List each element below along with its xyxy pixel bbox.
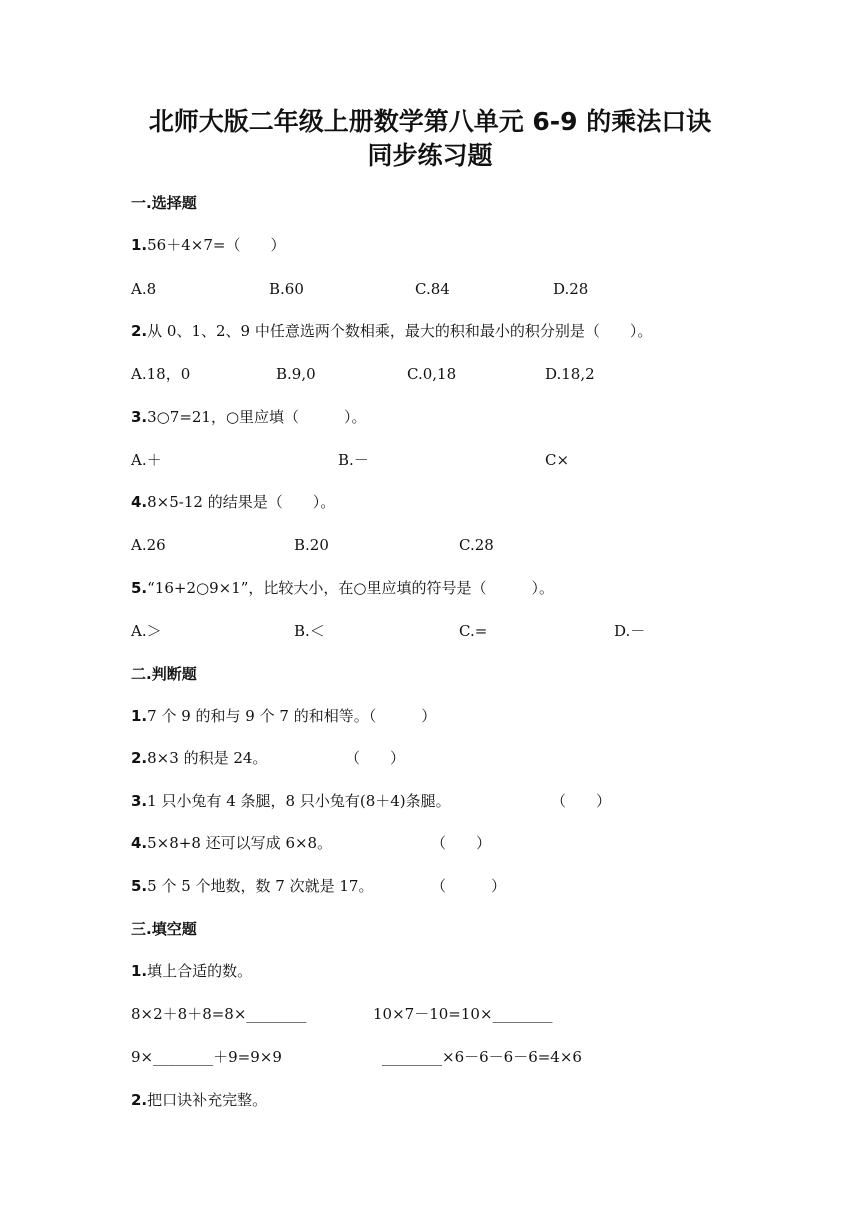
choice-q5-option-c[interactable]: C.= — [459, 622, 488, 640]
question-number: 1. — [131, 962, 148, 980]
question-stem: 56＋4×7=（ ） — [147, 236, 286, 254]
choice-q3-option-b[interactable]: B.－ — [338, 451, 369, 469]
choice-q1-option-d[interactable]: D.28 — [553, 280, 589, 298]
choice-question-3 — [131, 405, 367, 429]
judge-question-1 — [131, 704, 436, 728]
fill-q1-equation-4[interactable]: ________×6－6－6－6=4×6 — [382, 1048, 582, 1066]
choice-q3-option-c[interactable]: C× — [545, 451, 570, 469]
question-number: 4. — [131, 493, 148, 511]
judge-q2-answer-blank[interactable]: （ ） — [345, 749, 406, 767]
question-number: 2. — [131, 322, 148, 340]
question-stem: 把口诀补充完整。 — [147, 1091, 268, 1109]
question-number: 1. — [131, 707, 148, 725]
judge-question-2 — [131, 746, 267, 770]
choice-question-5 — [131, 576, 554, 600]
choice-question-4 — [131, 490, 335, 514]
question-number: 3. — [131, 792, 148, 810]
choice-q5-option-b[interactable]: B.＜ — [294, 622, 325, 640]
choice-q1-option-b[interactable]: B.60 — [269, 280, 304, 298]
judge-question-4 — [131, 831, 332, 855]
choice-q2-option-d[interactable]: D.18,2 — [545, 365, 595, 383]
section-heading-fill: 三.填空题 — [131, 920, 197, 938]
question-number: 1. — [131, 236, 148, 254]
question-stem: 填上合适的数。 — [147, 962, 253, 980]
question-stem: “16+2○9×1”，比较大小，在○里应填的符号是（ ）。 — [147, 579, 555, 597]
choice-q4-option-c[interactable]: C.28 — [459, 536, 494, 554]
choice-q4-option-b[interactable]: B.20 — [294, 536, 329, 554]
fill-question-1 — [131, 959, 252, 983]
choice-question-2 — [131, 319, 652, 343]
choice-question-1 — [131, 233, 285, 257]
question-stem: 7 个 9 的和与 9 个 7 的和相等。（ ） — [147, 707, 437, 725]
question-number: 5. — [131, 579, 148, 597]
choice-q1-option-c[interactable]: C.84 — [415, 280, 450, 298]
question-stem: 3○7=21，○里应填（ ）。 — [147, 408, 367, 426]
choice-q3-option-a[interactable]: A.＋ — [131, 451, 162, 469]
question-number: 5. — [131, 877, 148, 895]
choice-q2-option-c[interactable]: C.0,18 — [407, 365, 457, 383]
section-heading-judge: 二.判断题 — [131, 665, 197, 683]
choice-q2-option-b[interactable]: B.9,0 — [276, 365, 316, 383]
question-stem: 从 0、1、2、9 中任意选两个数相乘，最大的积和最小的积分别是（ ）。 — [147, 322, 653, 340]
question-number: 2. — [131, 1091, 148, 1109]
fill-q1-equation-2[interactable]: 10×7－10=10×________ — [373, 1005, 553, 1023]
question-stem: 1 只小兔有 4 条腿，8 只小兔有(8＋4)条腿。 — [147, 792, 451, 810]
choice-q4-option-a[interactable]: A.26 — [131, 536, 166, 554]
choice-q1-option-a[interactable]: A.8 — [131, 280, 157, 298]
page-title-line-1: 北师大版二年级上册数学第八单元 6-9 的乘法口诀 — [148, 107, 712, 136]
section-heading-choice: 一.选择题 — [131, 194, 197, 212]
judge-question-3 — [131, 789, 451, 813]
choice-q5-option-a[interactable]: A.＞ — [131, 622, 162, 640]
fill-q1-equation-1[interactable]: 8×2＋8＋8=8×________ — [131, 1005, 307, 1023]
judge-question-5 — [131, 874, 373, 898]
question-number: 3. — [131, 408, 148, 426]
question-stem: 5×8+8 还可以写成 6×8。 — [147, 834, 333, 852]
question-stem: 5 个 5 个地数，数 7 次就是 17。 — [147, 877, 374, 895]
judge-q5-answer-blank[interactable]: （ ） — [431, 877, 507, 895]
choice-q2-option-a[interactable]: A.18，0 — [131, 365, 191, 383]
fill-question-2 — [131, 1088, 267, 1112]
choice-q5-option-d[interactable]: D.－ — [614, 622, 646, 640]
question-stem: 8×3 的积是 24。 — [147, 749, 268, 767]
question-stem: 8×5-12 的结果是（ ）。 — [147, 493, 336, 511]
judge-q4-answer-blank[interactable]: （ ） — [431, 834, 492, 852]
fill-q1-equation-3[interactable]: 9×________＋9=9×9 — [131, 1048, 282, 1066]
question-number: 2. — [131, 749, 148, 767]
judge-q3-answer-blank[interactable]: （ ） — [551, 792, 612, 810]
question-number: 4. — [131, 834, 148, 852]
page-title-line-2: 同步练习题 — [367, 141, 493, 170]
